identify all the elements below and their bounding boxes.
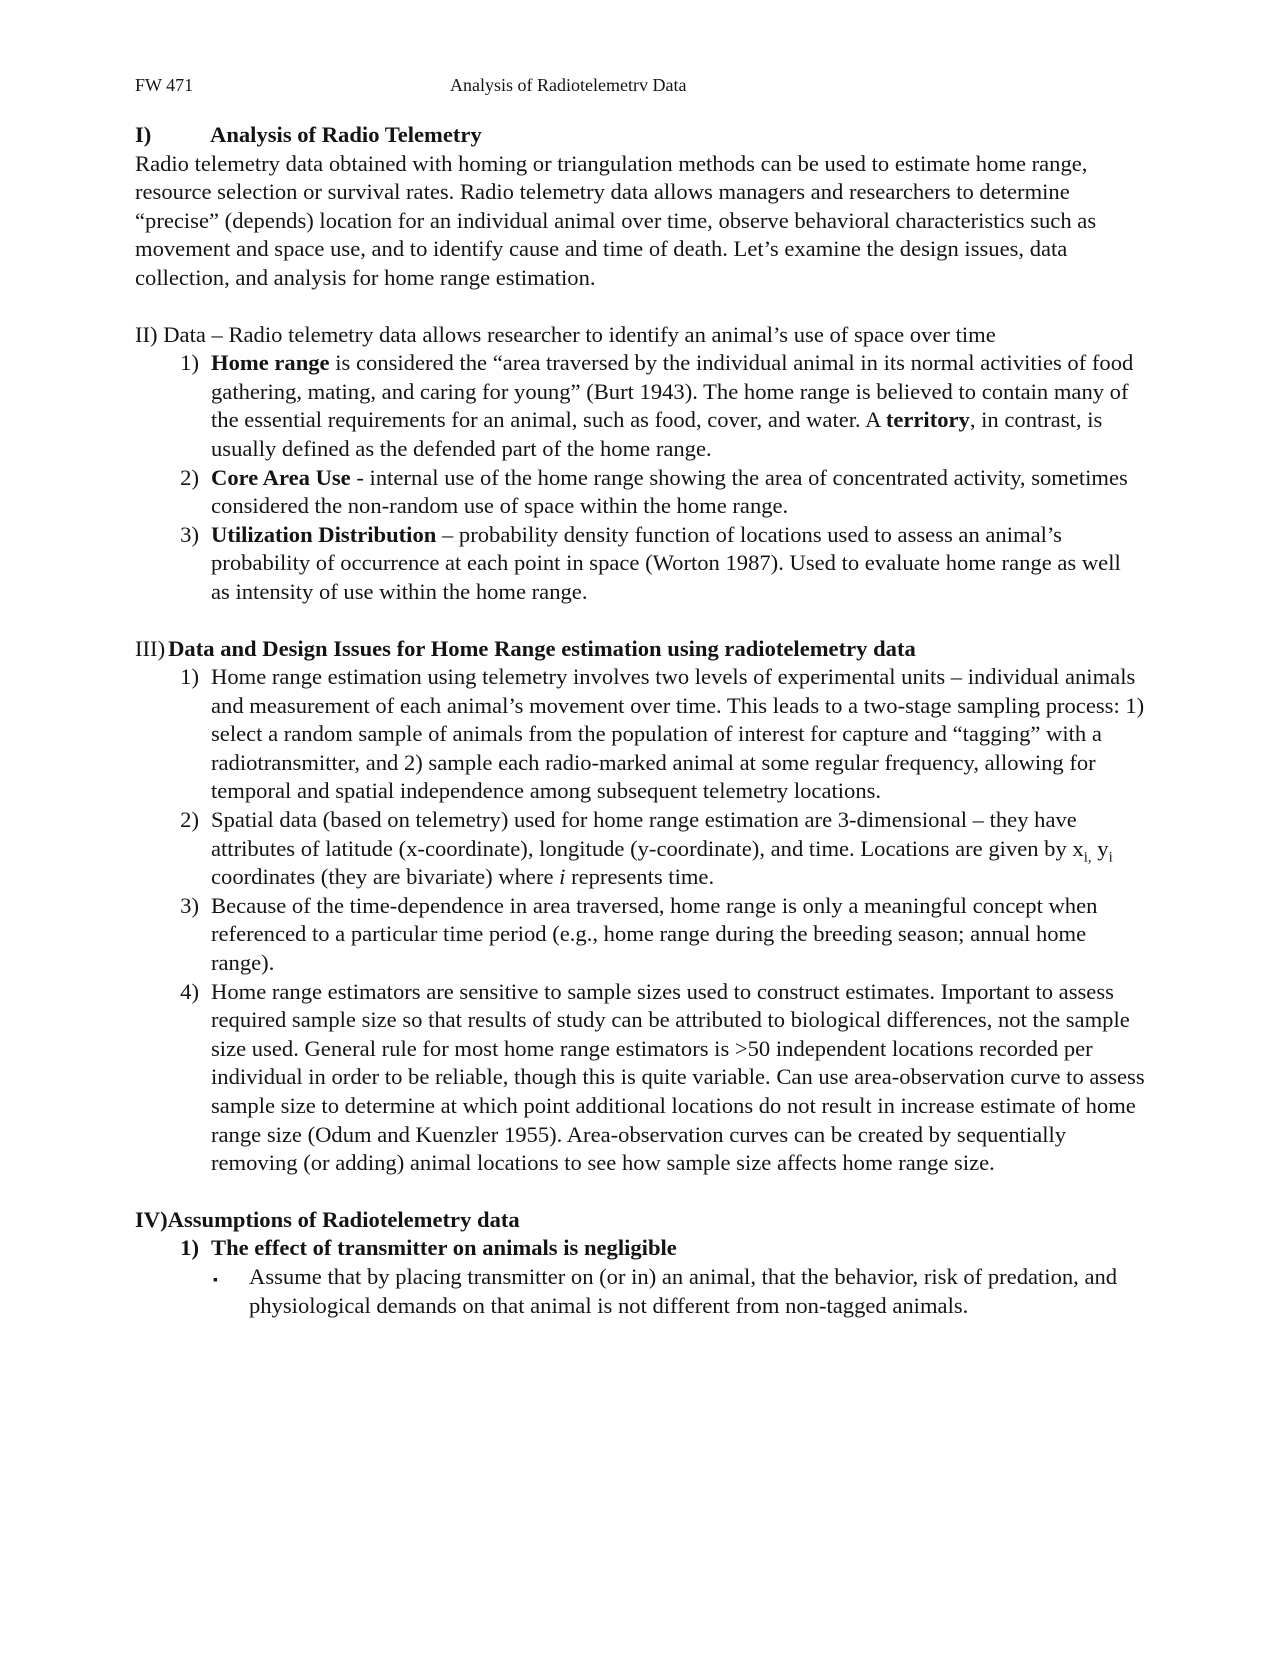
- item-text: [211, 806, 1145, 892]
- subscript-i: i: [1108, 849, 1113, 866]
- item-text: Because of the time-dependence in area traversed, home range is only a meaningful concept when referenced to a particular time period (e.g., home range during the breeding season; annual home range).: [211, 892, 1098, 976]
- item-text: Home range estimation using telemetry involves two levels of experimental units – individual animals and measurement of each animal’s movement over time. This leads to a two-stage sampling process: 1) select a random sample of animals from the population of interest for capture and “tagging” with a radiotransmitter, and 2) sample each radio-marked animal at some regular frequency, allowing for temporal and spatial independence among subsequent telemetry locations.: [211, 664, 1145, 804]
- section-1-heading: [135, 121, 1145, 150]
- section-3-item-3: [135, 892, 1145, 978]
- section-2-item-1: [135, 349, 1145, 463]
- item-number: 4): [180, 978, 199, 1004]
- item-text-part: y: [1091, 835, 1109, 861]
- section-3-number: III): [135, 635, 166, 661]
- section-4-number: IV): [135, 1206, 168, 1232]
- section-4-bullet: [211, 1263, 1145, 1320]
- term-utilization-distribution: Utilization Distribution: [211, 521, 437, 547]
- item-text-part: , in contrast, is usually defined as the defended part of the home range.: [211, 407, 1103, 461]
- section-3-item-4: [135, 978, 1145, 1178]
- term-territory: territory: [885, 407, 970, 433]
- section-2-item-3: [135, 521, 1145, 607]
- section-3-heading: [135, 635, 1145, 664]
- item-title: The effect of transmitter on animals is negligible: [211, 1235, 677, 1261]
- italic-i: i: [559, 864, 566, 890]
- section-2-item-2: [135, 464, 1145, 521]
- item-text-part: Spatial data (based on telemetry) used for home range estimation are 3-dimensional – they have attributes of latitude (x-coordinate), longitude (y-coordinate), and time. Locations are given by x: [211, 807, 1084, 861]
- item-number: 1): [180, 664, 199, 690]
- spacer: [135, 1178, 1145, 1206]
- header-course: FW 471: [135, 75, 194, 95]
- spacer: [135, 607, 1145, 635]
- item-number: 2): [180, 807, 199, 833]
- section-4-item-1: [135, 1234, 1145, 1263]
- section-1-title: Analysis of Radio Telemetry: [210, 122, 482, 147]
- section-1-paragraph: Radio telemetry data obtained with homing or triangulation methods can be used to estimate home range, resource selection or survival rates. Radio telemetry data allows managers and researchers to determine “precise” (depends) location for an individual animal over time, observe behavioral characteristics such as movement and space use, and to identify cause and time of death. Let’s examine the design issues, data collection, and analysis for home range estimation.: [135, 150, 1097, 290]
- item-number: 3): [180, 521, 199, 547]
- bullet-text: Assume that by placing transmitter on (or in) an animal, that the behavior, risk of predation, and physiological demands on that animal is not different from non-tagged animals.: [249, 1263, 1118, 1318]
- item-text-part: represents time.: [565, 864, 715, 890]
- item-text-part: - internal use of the home range showing the area of concentrated activity, sometimes considered the non-random use of space within the home range.: [211, 464, 1128, 519]
- item-text-part: – probability density function of locations used to assess an animal’s probability of occurrence at each point in space (Worton 1987). Used to evaluate home range as well as intensity of use within the home range.: [211, 521, 1121, 604]
- item-number: 3): [180, 892, 199, 918]
- spacer: [135, 293, 1145, 321]
- term-home-range: Home range: [211, 350, 330, 376]
- square-bullet-icon: ▪: [213, 1272, 218, 1288]
- item-text-part: is considered the “area traversed by the individual animal in its normal activities of food gathering, mating, and caring for young” (Burt 1943). The home range is believed to contain many of the essential requirements for an animal, such as food, cover, and water. A: [211, 350, 1134, 433]
- subscript-i: i,: [1083, 849, 1092, 866]
- item-text: [211, 521, 1145, 607]
- document-body: [135, 121, 1145, 1320]
- item-text: [211, 464, 1145, 521]
- item-text-part: coordinates (they are bivariate) where: [211, 864, 560, 890]
- section-3-item-1: [135, 663, 1145, 806]
- header-title: Analysis of Radiotelemetrv Data: [450, 75, 687, 95]
- term-core-area-use: Core Area Use: [211, 464, 351, 490]
- item-number: 1): [180, 350, 199, 376]
- section-4-heading: [135, 1206, 1145, 1235]
- item-number: 2): [180, 464, 199, 490]
- section-2-intro: II) Data – Radio telemetry data allows researcher to identify an animal’s use of space over time: [135, 321, 996, 347]
- section-4-title: Assumptions of Radiotelemetry data: [167, 1206, 520, 1232]
- section-3-item-2: [135, 806, 1145, 892]
- item-text: Home range estimators are sensitive to sample sizes used to construct estimates. Important to assess required sample size so that results of study can be attributed to biological differences, not the sample size used. General rule for most home range estimators is >50 independent locations recorded per individual in order to be reliable, though this is quite variable. Can use area-observation curve to assess sample size to determine at which point additional locations do not result in increase estimate of home range size (Odum and Kuenzler 1955). Area-observation curves can be created by sequentially removing (or adding) animal locations to see how sample size affects home range size.: [211, 978, 1145, 1176]
- section-3-title: Data and Design Issues for Home Range estimation using radiotelemetry data: [168, 635, 916, 661]
- item-number: 1): [180, 1235, 199, 1261]
- item-text: [211, 349, 1145, 463]
- section-1-number: I): [135, 122, 152, 147]
